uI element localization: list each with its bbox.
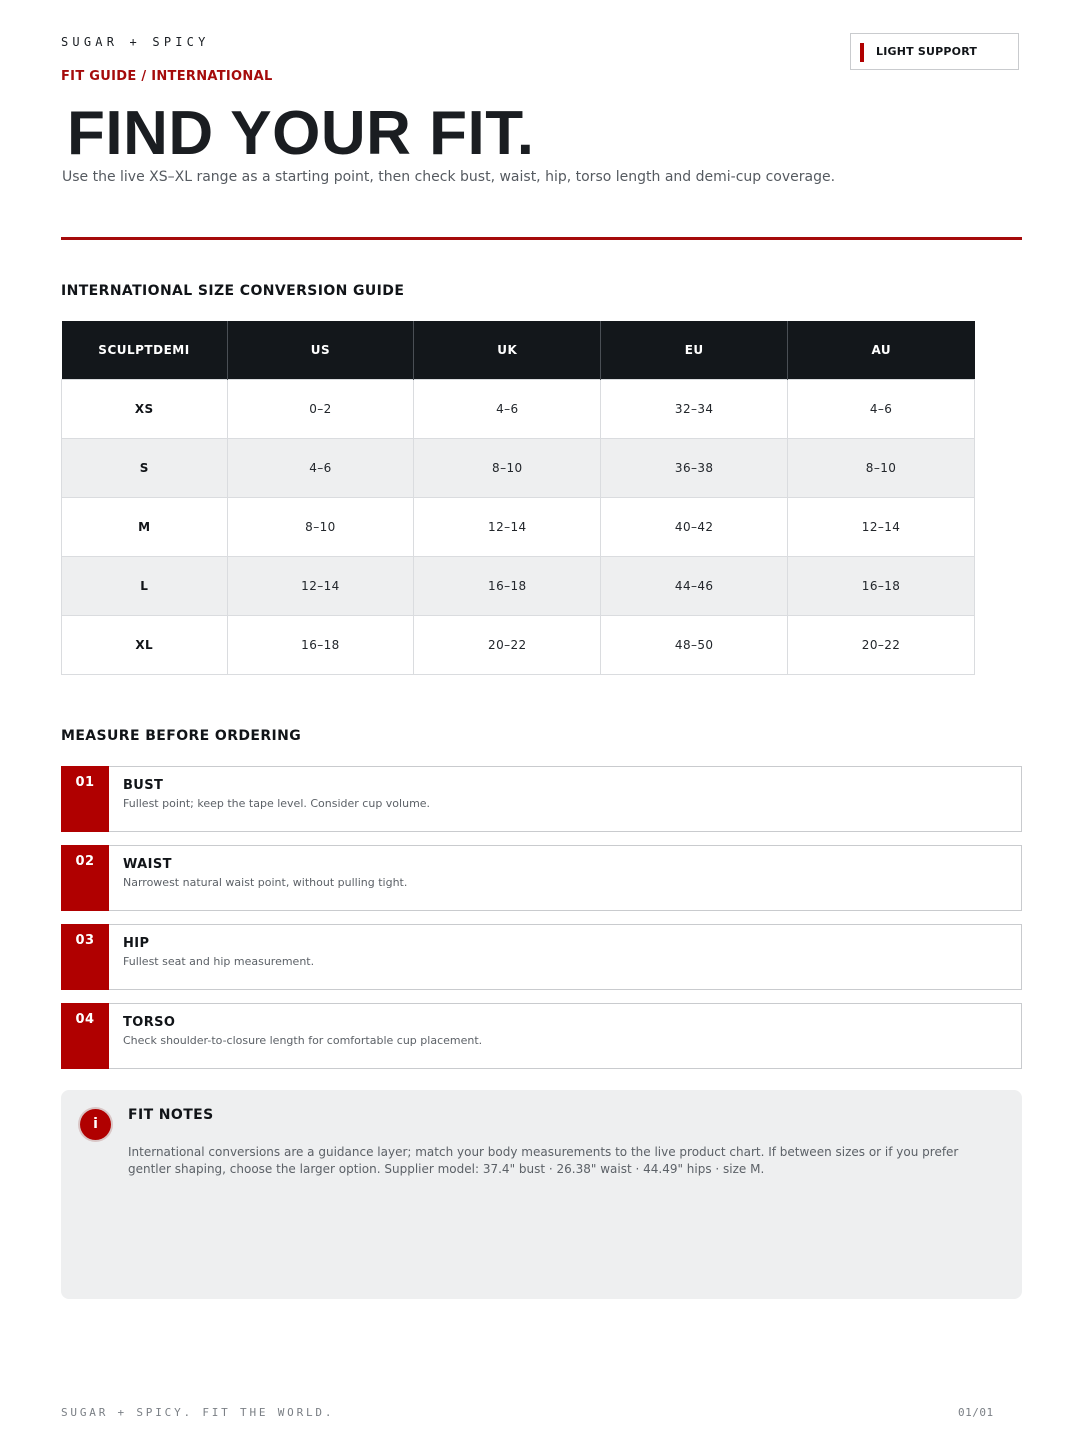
column-header-us: US <box>227 321 414 380</box>
table-cell: 36–38 <box>601 439 788 498</box>
table-row <box>62 380 975 439</box>
measure-list <box>61 766 1022 1082</box>
table-cell: 48–50 <box>601 616 788 675</box>
measure-description: Fullest point; keep the tape level. Consider cup volume. <box>123 797 431 810</box>
table-cell: 8–10 <box>414 439 601 498</box>
measure-description: Narrowest natural waist point, without pulling tight. <box>123 876 408 889</box>
size-conversion-table <box>61 321 975 675</box>
table-row <box>62 498 975 557</box>
column-header-style: SCULPTDEMI <box>62 321 228 380</box>
measure-title: WAIST <box>123 857 172 872</box>
page-subtitle: Use the live XS–XL range as a starting point, then check bust, waist, hip, torso length and demi-cup coverage. <box>62 169 836 185</box>
table-cell: 16–18 <box>414 557 601 616</box>
column-header-eu: EU <box>601 321 788 380</box>
measure-card-hip <box>61 924 1022 990</box>
table-row <box>62 439 975 498</box>
badge-accent-bar <box>860 43 864 62</box>
measure-card-torso <box>61 1003 1022 1069</box>
table-cell: 32–34 <box>601 380 788 439</box>
fit-notes-body: International conversions are a guidance layer; match your body measurements to the live product chart. If between sizes or if you prefer gentler shaping, choose the larger option. Supplier model: 37.4" bust · 26.38" waist · 44.49" hips · size M. <box>128 1145 959 1176</box>
measure-title: BUST <box>123 778 164 793</box>
size-cell: S <box>62 439 228 498</box>
measure-card-bust <box>61 766 1022 832</box>
size-cell: L <box>62 557 228 616</box>
size-cell: M <box>62 498 228 557</box>
table-cell: 16–18 <box>227 616 414 675</box>
header-divider <box>61 237 1022 240</box>
column-header-au: AU <box>788 321 975 380</box>
conversion-section-heading: INTERNATIONAL SIZE CONVERSION GUIDE <box>61 283 405 299</box>
breadcrumb: FIT GUIDE / INTERNATIONAL <box>61 69 273 84</box>
table-cell: 40–42 <box>601 498 788 557</box>
measure-card-waist <box>61 845 1022 911</box>
support-level-label: LIGHT SUPPORT <box>876 45 978 58</box>
table-cell: 8–10 <box>788 439 975 498</box>
column-header-uk: UK <box>414 321 601 380</box>
table-cell: 12–14 <box>414 498 601 557</box>
info-icon: i <box>80 1109 111 1140</box>
measure-description: Check shoulder-to-closure length for comfortable cup placement. <box>123 1034 483 1047</box>
measure-description: Fullest seat and hip measurement. <box>123 955 315 968</box>
step-number: 03 <box>61 924 109 990</box>
fit-notes-title: FIT NOTES <box>128 1107 214 1123</box>
table-cell: 20–22 <box>788 616 975 675</box>
page-number: 01/01 <box>958 1406 994 1419</box>
page-title: FIND YOUR FIT. <box>67 99 535 168</box>
step-number: 02 <box>61 845 109 911</box>
fit-notes-panel <box>61 1090 1022 1299</box>
table-cell: 0–2 <box>227 380 414 439</box>
brand-logo: SUGAR + SPICY <box>61 35 210 49</box>
footer-tagline: SUGAR + SPICY. FIT THE WORLD. <box>61 1406 335 1419</box>
table-cell: 4–6 <box>788 380 975 439</box>
size-cell: XL <box>62 616 228 675</box>
measure-title: TORSO <box>123 1015 176 1030</box>
measure-title: HIP <box>123 936 150 951</box>
step-number: 01 <box>61 766 109 832</box>
support-level-badge <box>850 33 1019 70</box>
table-cell: 4–6 <box>414 380 601 439</box>
table-cell: 44–46 <box>601 557 788 616</box>
table-cell: 20–22 <box>414 616 601 675</box>
size-cell: XS <box>62 380 228 439</box>
table-cell: 12–14 <box>788 498 975 557</box>
measure-section-heading: MEASURE BEFORE ORDERING <box>61 728 302 744</box>
step-number: 04 <box>61 1003 109 1069</box>
table-cell: 12–14 <box>227 557 414 616</box>
table-row <box>62 557 975 616</box>
table-cell: 8–10 <box>227 498 414 557</box>
table-cell: 16–18 <box>788 557 975 616</box>
table-row <box>62 616 975 675</box>
table-cell: 4–6 <box>227 439 414 498</box>
table-header-row <box>62 321 975 380</box>
